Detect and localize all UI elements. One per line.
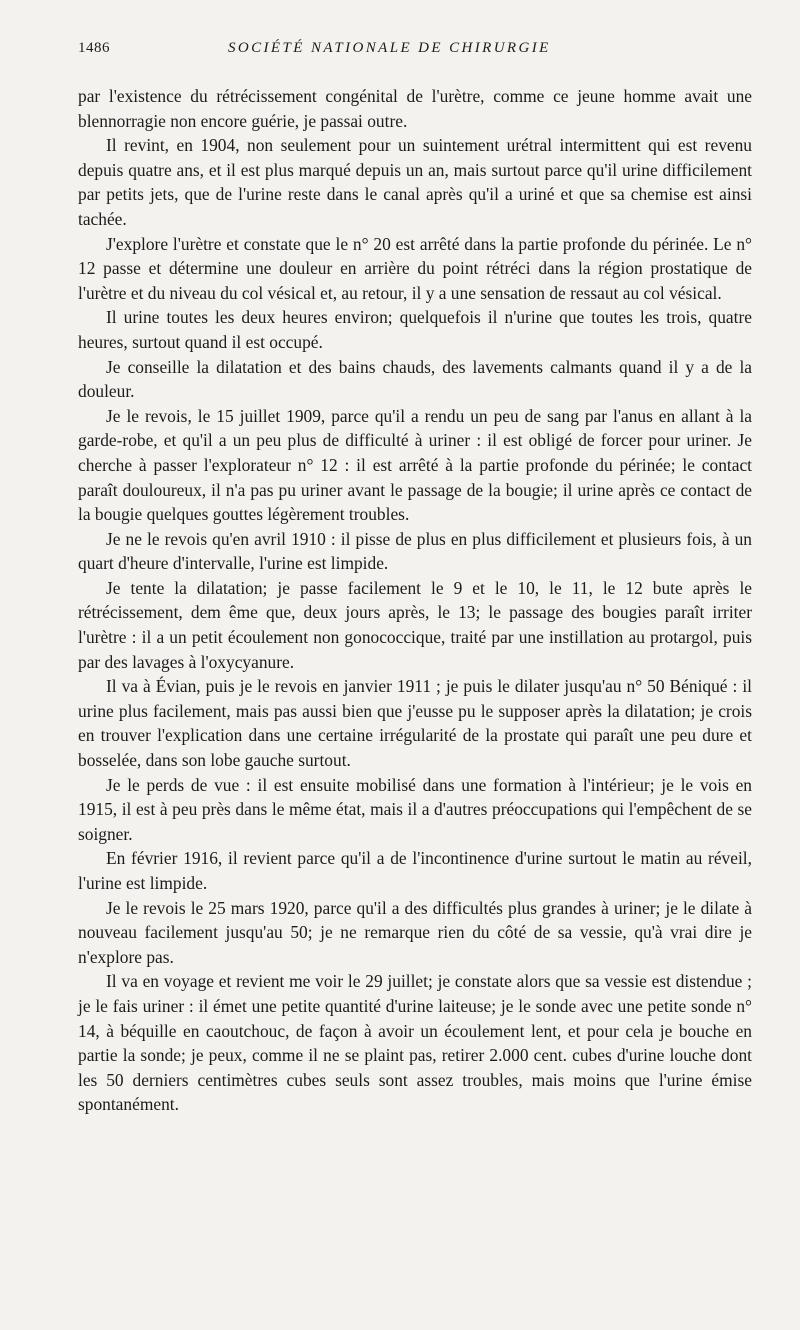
body-text bbox=[78, 84, 752, 1117]
paragraph-3: J'explore l'urètre et constate que le n° 20 est arrêté dans la partie profonde du périnée. Le n° 12 passe et détermine une douleur en arrière du point rétréci dans la région prostatique de l'urètre et du niveau du col vésical et, au retour, il y a une sensation de ressaut au col vésical. bbox=[78, 233, 752, 303]
paragraph-9: Il va à Évian, puis je le revois en janvier 1911 ; je puis le dilater jusqu'au n° 50 Béniqué : il urine plus facilement, mais pas aussi bien que j'eusse pu le supposer après la dilatation; je crois en trouver l'explication dans une certaine irrégularité de la prostate qui paraît une peu dure et bosselée, dans son lobe gauche surtout. bbox=[78, 676, 752, 771]
paragraph-12: Je le revois le 25 mars 1920, parce qu'il a des difficultés plus grandes à uriner; je le dilate à nouveau facilement jusqu'au 50; je ne remarque rien du côté de sa vessie, qu'à vrai dire je n'explore pas. bbox=[78, 897, 752, 967]
paragraph-11: En février 1916, il revient parce qu'il a de l'incontinence d'urine surtout le matin au réveil, l'urine est limpide. bbox=[78, 848, 752, 893]
paragraph-13: Il va en voyage et revient me voir le 29 juillet; je constate alors que sa vessie est distendue ; je le fais uriner : il émet une petite quantité d'urine laiteuse; je le sonde avec une petite sonde n° 14, à béquille en caoutchouc, de façon à avoir un écoulement lent, et pour cela je bouche en partie la sonde; je peux, comme il ne se plaint pas, retirer 2.000 cent. cubes d'urine louche dont les 50 derniers centimètres cubes seuls sont assez troubles, mais moins que l'urine émise spontanément. bbox=[78, 971, 752, 1115]
paragraph-10: Je le perds de vue : il est ensuite mobilisé dans une formation à l'intérieur; je le vois en 1915, il est à peu près dans le même état, mais il a d'autres préoccupations qui l'empêchent de se soigner. bbox=[78, 774, 752, 844]
paragraph-7: Je ne le revois qu'en avril 1910 : il pisse de plus en plus difficilement et plusieurs fois, à un quart d'heure d'intervalle, l'urine est limpide. bbox=[78, 528, 752, 574]
paragraph-2: Il revint, en 1904, non seulement pour un suintement urétral intermittent qui est revenu depuis quatre ans, et il est plus marqué depuis un an, mais surtout parce qu'il urine difficilement par petits jets, que de l'urine reste dans le canal après qu'il a uriné et que sa chemise est ainsi tachée. bbox=[78, 135, 752, 229]
page-number: 1486 bbox=[78, 40, 110, 56]
paragraph-6: Je le revois, le 15 juillet 1909, parce qu'il a rendu un peu de sang par l'anus en allant à la garde-robe, et qu'il a un peu plus de difficulté à uriner : il est obligé de forcer pour uriner. Je cherche à passer l'explorateur n° 12 : il est arrêté à la partie profonde du périnée; le contact paraît douloureux, il n'a pas pu uriner avant le passage de la bougie; il urine après ce contact de la bougie quelques gouttes légèrement troubles. bbox=[78, 405, 752, 525]
paragraph-4: Il urine toutes les deux heures environ; quelquefois il n'urine que toutes les trois, quatre heures, surtout quand il est occupé. bbox=[78, 307, 752, 352]
paragraph-5: Je conseille la dilatation et des bains chauds, des lavements calmants quand il y a de la douleur. bbox=[78, 356, 752, 402]
journal-title: SOCIÉTÉ NATIONALE DE CHIRURGIE bbox=[228, 40, 551, 56]
paragraph-8: Je tente la dilatation; je passe facilement le 9 et le 10, le 11, le 12 bute après le rétrécissement, dem ême que, deux jours après, le 13; le passage des bougies paraît irriter l'urètre : il a un petit écoulement non gonococcique, traité par une instillation au protargol, puis par des lavages à l'oxycyanure. bbox=[78, 577, 752, 672]
running-head bbox=[78, 36, 752, 64]
paragraph-1: par l'existence du rétrécissement congénital de l'urètre, comme ce jeune homme avait une blennorragie non encore guérie, je passai outre. bbox=[78, 86, 752, 131]
